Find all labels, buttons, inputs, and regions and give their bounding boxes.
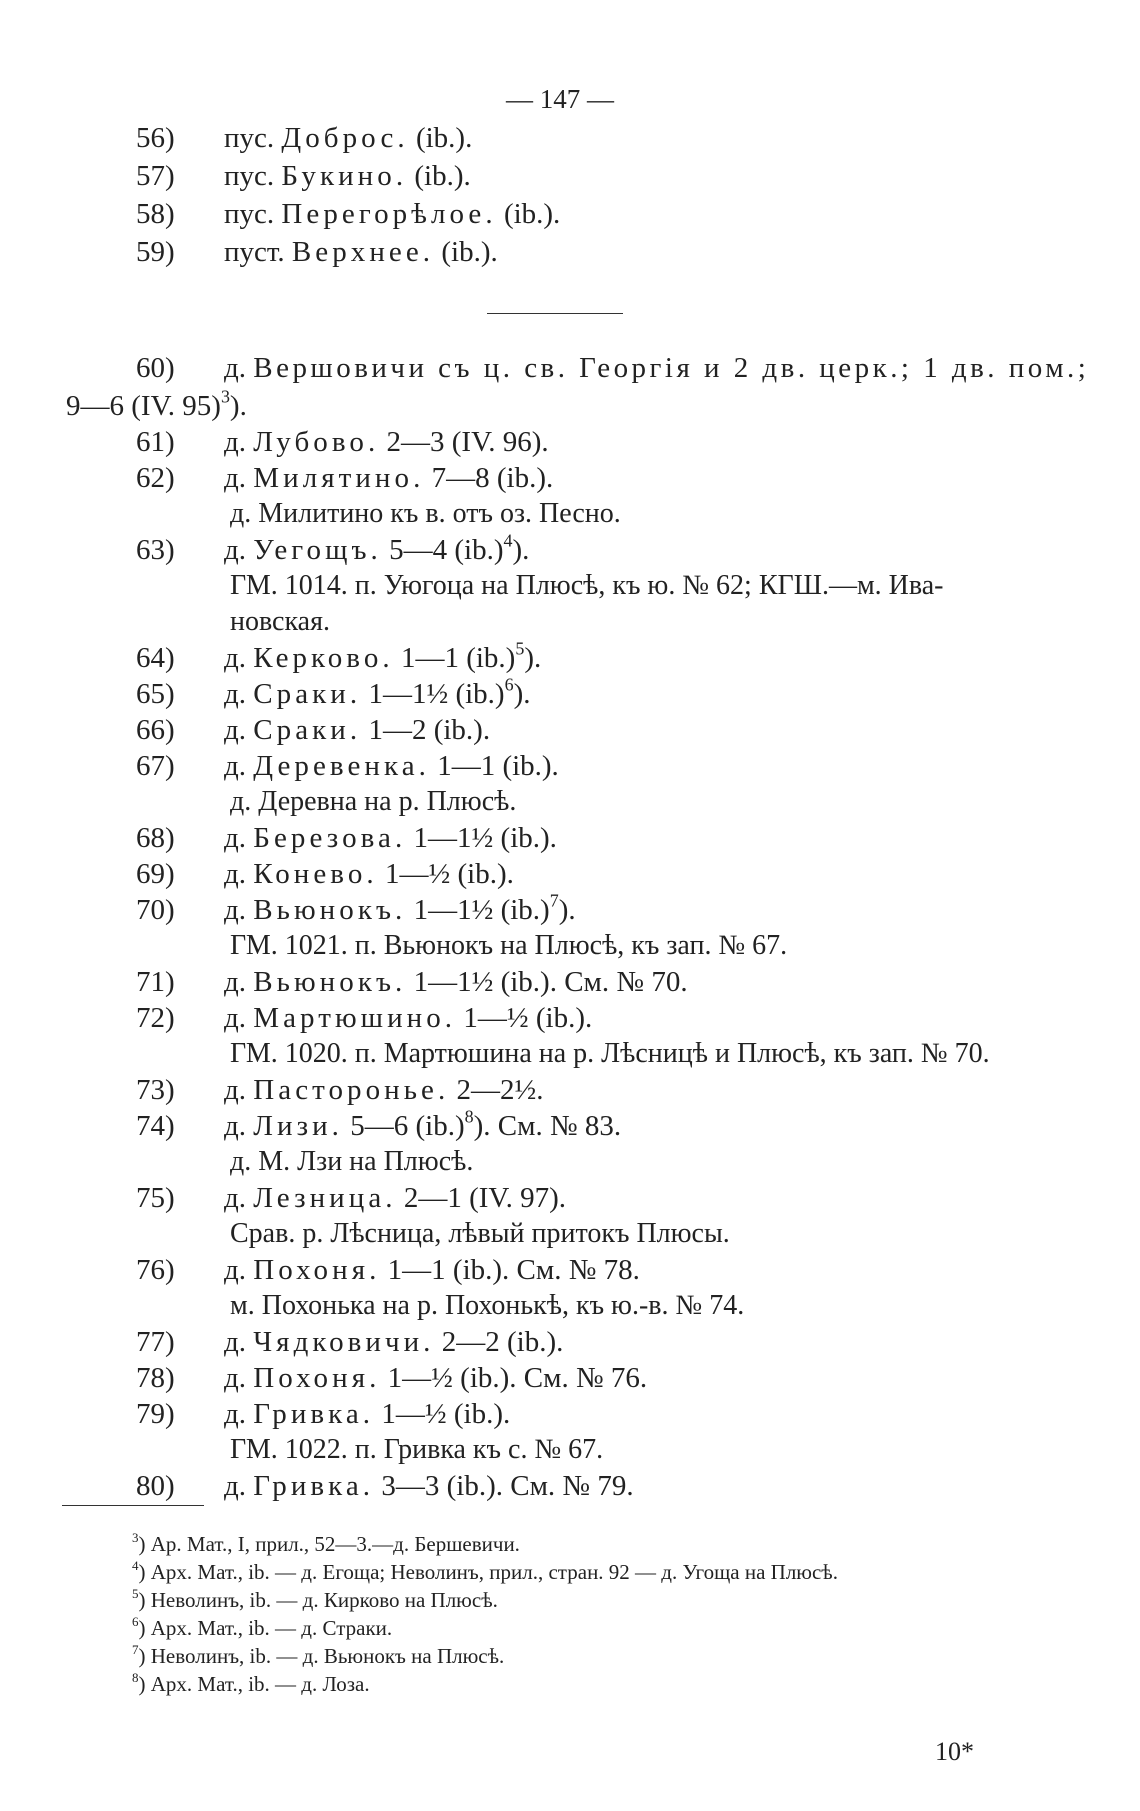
entry <box>0 748 1100 784</box>
entry-details: 1—½ (ib.). <box>463 1002 593 1034</box>
entry <box>0 460 1100 496</box>
entry <box>0 120 1100 156</box>
entry-text: Вершовичи съ ц. св. Георгія и 2 дв. церк.; 1 дв. пом.; <box>253 352 1090 384</box>
entry-60 <box>0 350 1100 386</box>
entry-type: пус. <box>224 198 275 230</box>
entry-continuation <box>0 1216 1100 1252</box>
entry-details: 2—1 (IV. 97). <box>403 1182 567 1214</box>
place-name: Лезница. <box>253 1182 397 1214</box>
entry-number: 76) <box>136 1254 175 1286</box>
entry-details-end: ). См. № 83. <box>473 1110 622 1142</box>
entry-type: д. <box>224 1326 247 1358</box>
place-name: Березова. <box>253 822 407 854</box>
entry-number: 73) <box>136 1074 175 1106</box>
entry-details: 1—½ (ib.). См. № 76. <box>387 1362 648 1394</box>
signature-mark: 10* <box>935 1737 974 1766</box>
entry-details: 1—½ (ib.). <box>381 1398 511 1430</box>
footnote-text: ) Неволинъ, ib. — д. Кирково на Плюсѣ. <box>138 1588 498 1612</box>
entry-number: 67) <box>136 750 175 782</box>
place-name: Лубово. <box>253 426 380 458</box>
footnote-mark: 5 <box>132 1585 139 1601</box>
entry-body <box>224 1360 647 1396</box>
entry-details-end: ). <box>558 894 576 926</box>
place-name: Вьюнокъ. <box>253 894 407 926</box>
entry-body <box>224 1000 592 1036</box>
place-name: Сраки. <box>253 714 362 746</box>
footnote-text: ) Арх. Мат., ib. — д. Егоща; Неволинъ, прил., стран. 92 — д. Угоща на Плюсѣ. <box>138 1560 838 1584</box>
place-name: Лизи. <box>253 1110 343 1142</box>
entry-body <box>224 964 688 1000</box>
footnote-text: ) Арх. Мат., ib. — д. Страки. <box>138 1616 393 1640</box>
entry-note: д. Милитино къ в. отъ оз. Песно. <box>230 498 621 529</box>
entry <box>0 1108 1100 1144</box>
place-name: Чядковичи. <box>253 1326 435 1358</box>
entry-details: 1—1 (ib.). См. № 78. <box>387 1254 640 1286</box>
footnote-ref: 5 <box>515 638 525 659</box>
entry-number: 71) <box>136 966 175 998</box>
place-name: Мартюшино. <box>253 1002 457 1034</box>
place-name: Гривка. <box>253 1398 375 1430</box>
footnote-mark: 8 <box>132 1669 139 1685</box>
entry-details: (ib.). <box>414 160 471 192</box>
entry-type: д. <box>224 534 247 566</box>
entry-body <box>224 1324 563 1360</box>
entry-number: 68) <box>136 822 175 854</box>
entry-type: д. <box>224 426 247 458</box>
entry-details: 2—3 (IV. 96). <box>386 426 549 458</box>
entry-number: 74) <box>136 1110 175 1142</box>
footnote-mark: 7 <box>132 1641 139 1657</box>
entry-type: д. <box>224 750 247 782</box>
entry-number: 65) <box>136 678 175 710</box>
place-name: Сраки. <box>253 678 362 710</box>
footnote <box>132 1670 370 1698</box>
entry-details: 1—1½ (ib.) <box>413 894 550 926</box>
entry <box>0 424 1100 460</box>
entry-body <box>224 748 559 784</box>
entry <box>0 1252 1100 1288</box>
entry-details: 5—4 (ib.) <box>389 534 504 566</box>
place-name: Гривка. <box>253 1470 375 1502</box>
entry-details: 1—½ (ib.). <box>384 858 514 890</box>
entry-type: д. <box>224 642 247 674</box>
footnote-ref: 7 <box>549 890 559 911</box>
entry-type: д. <box>224 1398 247 1430</box>
entry-type: д. <box>224 1362 247 1394</box>
entry <box>0 1396 1100 1432</box>
place-name: Милятино. <box>253 462 425 494</box>
entry-body <box>224 820 557 856</box>
entry-type: д. <box>224 1002 247 1034</box>
entry-number: 79) <box>136 1398 175 1430</box>
entry <box>0 158 1100 194</box>
entry-details: 1—1½ (ib.). См. № 70. <box>413 966 688 998</box>
entry-body <box>224 120 472 156</box>
page-number: — 147 — <box>506 84 614 114</box>
entry-body <box>224 856 514 892</box>
entry-continuation <box>0 1288 1100 1324</box>
entry <box>0 1180 1100 1216</box>
entry-body <box>224 532 529 568</box>
entry-continuation <box>0 928 1100 964</box>
footnote <box>132 1642 504 1670</box>
entry-note: ГМ. 1020. п. Мартюшина на р. Лѣсницѣ и Плюсѣ, къ зап. № 70. <box>230 1038 990 1069</box>
entry-body <box>224 892 576 928</box>
entry-body <box>224 1252 640 1288</box>
entry-number: 66) <box>136 714 175 746</box>
footnote <box>132 1614 392 1642</box>
footnote-ref: 8 <box>464 1106 474 1127</box>
footnote <box>132 1530 520 1558</box>
place-name: Похоня. <box>253 1254 381 1286</box>
entry <box>0 532 1100 568</box>
place-name: Похоня. <box>253 1362 381 1394</box>
entry-type: д. <box>224 858 247 890</box>
entry-note: новская. <box>230 606 330 637</box>
entry-number: 64) <box>136 642 175 674</box>
entry-type: пуст. <box>224 236 285 268</box>
entry-number: 58) <box>136 198 175 230</box>
entry-note: ГМ. 1021. п. Вьюнокъ на Плюсѣ, къ зап. № 67. <box>230 930 788 961</box>
entry-number: 72) <box>136 1002 175 1034</box>
entry <box>0 892 1100 928</box>
footnote-text: ) Ар. Мат., I, прил., 52—3.—д. Бершевичи. <box>138 1532 520 1556</box>
entry <box>0 1468 1100 1504</box>
entry <box>0 964 1100 1000</box>
entry-details: 5—6 (ib.) <box>350 1110 465 1142</box>
entry-type: д. <box>224 714 247 746</box>
entry-note: м. Похонька на р. Похонькѣ, къ ю.-в. № 74. <box>230 1290 745 1321</box>
place-name: Вьюнокъ. <box>253 966 407 998</box>
entry-note: Срав. р. Лѣсница, лѣвый притокъ Плюсы. <box>230 1218 730 1249</box>
entry-number: 59) <box>136 236 175 268</box>
footnote <box>132 1586 498 1614</box>
entry-body <box>224 640 541 676</box>
entry-body <box>224 1180 566 1216</box>
entry-type: д. <box>224 1254 247 1286</box>
entry-number: 57) <box>136 160 175 192</box>
entry-continuation <box>0 1144 1100 1180</box>
place-name: Пасторонье. <box>253 1074 450 1106</box>
entry-details: (ib.). <box>503 198 561 230</box>
entry-type: д. <box>224 1470 247 1502</box>
footnote-mark: 3 <box>132 1529 139 1545</box>
entry-details: (ib.). <box>415 122 473 154</box>
entry <box>0 712 1100 748</box>
entry-type: д. <box>224 966 247 998</box>
entry <box>0 676 1100 712</box>
entry-number: 62) <box>136 462 175 494</box>
entry-type: д. <box>224 462 247 494</box>
entry <box>0 640 1100 676</box>
entry-details: 1—1½ (ib.) <box>368 678 505 710</box>
entry-note: ГМ. 1022. п. Гривка къ с. № 67. <box>230 1434 604 1465</box>
entry-text-wrap: 9—6 (IV. 95) <box>66 390 221 422</box>
entry <box>0 1000 1100 1036</box>
entry <box>0 196 1100 232</box>
footnote-mark: 6 <box>132 1613 139 1629</box>
entry-details: 3—3 (ib.). См. № 79. <box>381 1470 634 1502</box>
entry-continuation <box>0 784 1100 820</box>
place-name: Керково. <box>253 642 394 674</box>
entry-note: ГМ. 1014. п. Уюгоца на Плюсѣ, къ ю. № 62; КГШ.—м. Ива- <box>230 570 944 601</box>
entry-details: 7—8 (ib.). <box>431 462 554 494</box>
place-name: Уегощъ. <box>253 534 382 566</box>
place-name: Деревенка. <box>253 750 430 782</box>
entry <box>0 1324 1100 1360</box>
section-divider <box>487 313 623 314</box>
entry-type: д. <box>224 1074 247 1106</box>
entry-body <box>224 234 498 270</box>
footnote-text: ) Арх. Мат., ib. — д. Лоза. <box>138 1672 370 1696</box>
entry <box>0 234 1100 270</box>
entry <box>0 856 1100 892</box>
entry-body <box>224 1072 544 1108</box>
entry-type: д. <box>224 352 247 384</box>
entry-number: 56) <box>136 122 175 154</box>
entry-body <box>224 1468 634 1504</box>
entry-type: пус. <box>224 122 275 154</box>
entry-number: 61) <box>136 426 175 458</box>
entry-number: 69) <box>136 858 175 890</box>
entry <box>0 820 1100 856</box>
entry-details: 1—1 (ib.) <box>400 642 516 674</box>
entry-body <box>224 712 490 748</box>
footnote <box>132 1558 838 1586</box>
footnote-ref: 4 <box>503 530 513 551</box>
entry-number: 75) <box>136 1182 175 1214</box>
footnote-mark: 4 <box>132 1557 139 1573</box>
entry-body <box>224 424 549 460</box>
entry-type: д. <box>224 894 247 926</box>
entry-number: 77) <box>136 1326 175 1358</box>
entry-body <box>224 196 560 232</box>
entry-details: (ib.). <box>441 236 498 268</box>
entry-details: 1—2 (ib.). <box>368 714 491 746</box>
entry-note: д. Деревна на р. Плюсѣ. <box>230 786 517 817</box>
entry-number: 80) <box>136 1470 175 1502</box>
entry-type: д. <box>224 1110 247 1142</box>
entry-type: пус. <box>224 160 275 192</box>
footnote-rule <box>62 1505 204 1506</box>
entry-continuation <box>0 1036 1100 1072</box>
place-name: Перегорѣлое. <box>281 198 497 230</box>
entry-details: 1—1 (ib.). <box>437 750 559 782</box>
place-name: Верхнее. <box>291 236 435 268</box>
entry-type: д. <box>224 822 247 854</box>
entry-body <box>224 1396 510 1432</box>
place-name: Доброс. <box>281 122 409 154</box>
entry-body <box>224 460 553 496</box>
entry-number: 63) <box>136 534 175 566</box>
entry-continuation <box>0 496 1100 532</box>
footnote-ref: 6 <box>504 674 514 695</box>
place-name: Букино. <box>281 160 408 192</box>
place-name: Конево. <box>253 858 378 890</box>
entry-continuation <box>0 604 1100 640</box>
entry-type: д. <box>224 678 247 710</box>
entry <box>0 1072 1100 1108</box>
entry-body <box>224 676 530 712</box>
entry-note: д. М. Лзи на Плюсѣ. <box>230 1146 474 1177</box>
entry-details-end: ). <box>524 642 542 674</box>
entry-number: 70) <box>136 894 175 926</box>
footnote-ref: 3 <box>220 386 230 407</box>
entry-type: д. <box>224 1182 247 1214</box>
entry-text-end: ). <box>229 390 247 422</box>
entry-details: 2—2½. <box>456 1074 544 1106</box>
footnote-text: ) Неволинъ, ib. — д. Вьюнокъ на Плюсѣ. <box>138 1644 505 1668</box>
entry-body <box>224 1108 621 1144</box>
entry-number: 78) <box>136 1362 175 1394</box>
entry-details-end: ). <box>513 678 531 710</box>
entry-details: 2—2 (ib.). <box>441 1326 564 1358</box>
entry-body <box>224 158 471 194</box>
entry <box>0 1360 1100 1396</box>
entry-details-end: ). <box>512 534 530 566</box>
entry-continuation <box>0 1432 1100 1468</box>
entry-number: 60) <box>136 352 175 384</box>
entry-continuation <box>0 568 1100 604</box>
entry-details: 1—1½ (ib.). <box>413 822 557 854</box>
